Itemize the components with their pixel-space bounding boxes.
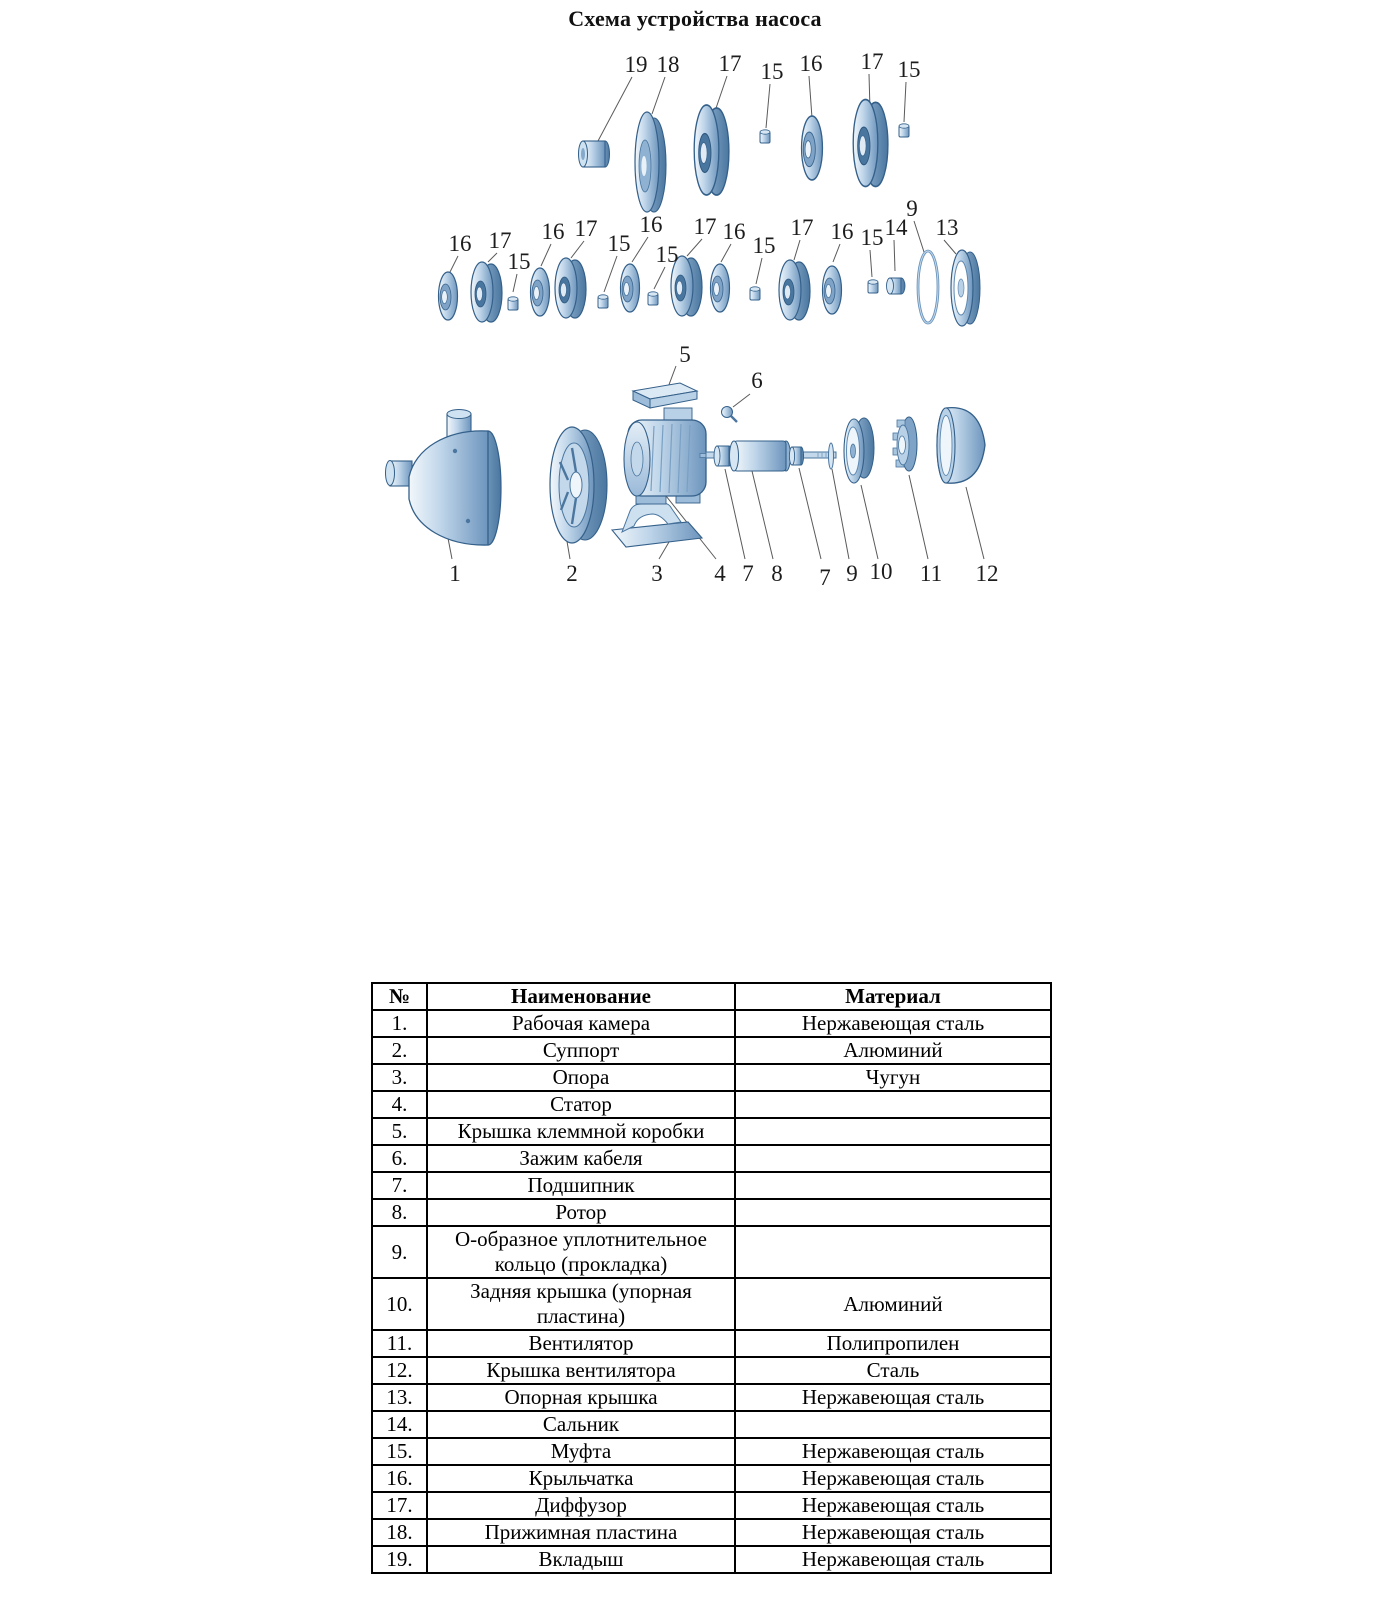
part-2-support — [550, 427, 607, 543]
cell-num: 5. — [372, 1118, 427, 1145]
cell-num: 18. — [372, 1519, 427, 1546]
part-label: 18 — [656, 52, 680, 77]
cell-num: 7. — [372, 1172, 427, 1199]
part-10-rear-cover — [844, 418, 874, 483]
part-17-diffuser — [779, 260, 810, 320]
cell-material — [735, 1199, 1051, 1226]
cell-num: 16. — [372, 1465, 427, 1492]
cell-name: Опора — [427, 1064, 735, 1091]
cell-num: 11. — [372, 1330, 427, 1357]
parts-table — [371, 982, 1052, 1574]
part-9-washer — [829, 443, 834, 469]
table-row — [372, 1172, 1051, 1199]
part-15-coupling — [508, 297, 518, 310]
part-label: 16 — [639, 212, 663, 237]
part-17-diffuser — [471, 262, 502, 322]
part-17-diffuser — [853, 100, 888, 187]
cell-material: Нержавеющая сталь — [735, 1519, 1051, 1546]
part-label: 17 — [860, 49, 884, 74]
part-label: 17 — [693, 214, 717, 239]
part-9-o-ring — [918, 251, 938, 323]
part-15-coupling — [750, 287, 760, 300]
part-label: 15 — [897, 57, 921, 82]
cell-num: 19. — [372, 1546, 427, 1573]
part-label: 15 — [860, 225, 884, 250]
cell-material: Нержавеющая сталь — [735, 1465, 1051, 1492]
part-label: 15 — [655, 242, 679, 267]
table-row — [372, 1010, 1051, 1037]
part-label: 6 — [751, 368, 763, 393]
part-label: 16 — [830, 219, 854, 244]
table-row — [372, 1226, 1051, 1278]
cell-material: Нержавеющая сталь — [735, 1384, 1051, 1411]
part-label: 17 — [488, 228, 512, 253]
part-5-terminal-box-cover — [633, 383, 697, 408]
part-3-base — [612, 503, 702, 547]
cell-name: Суппорт — [427, 1037, 735, 1064]
cell-material: Нержавеющая сталь — [735, 1010, 1051, 1037]
cell-name: О-образное уплотнительное кольцо (прокладка) — [427, 1226, 735, 1278]
table-row — [372, 1411, 1051, 1438]
part-label: 16 — [722, 219, 746, 244]
part-label: 15 — [607, 231, 631, 256]
table-row — [372, 1118, 1051, 1145]
table-row — [372, 1037, 1051, 1064]
cell-name: Крышка вентилятора — [427, 1357, 735, 1384]
part-16-impeller — [439, 272, 458, 320]
part-label: 2 — [566, 561, 578, 586]
part-4-stator-motor — [624, 408, 706, 504]
cell-num: 3. — [372, 1064, 427, 1091]
cell-num: 13. — [372, 1384, 427, 1411]
part-label: 14 — [884, 215, 908, 240]
part-label: 1 — [449, 561, 461, 586]
diagram-row1-parts — [579, 100, 910, 213]
cell-material: Полипропилен — [735, 1330, 1051, 1357]
cell-name: Муфта — [427, 1438, 735, 1465]
cell-name: Прижимная пластина — [427, 1519, 735, 1546]
table-row — [372, 1519, 1051, 1546]
table-row — [372, 1357, 1051, 1384]
part-16-impeller — [823, 266, 842, 314]
table-row — [372, 1465, 1051, 1492]
cell-material: Нержавеющая сталь — [735, 1438, 1051, 1465]
part-label: 15 — [760, 59, 784, 84]
part-label: 11 — [919, 561, 943, 586]
part-15-coupling — [648, 292, 658, 305]
cell-num: 2. — [372, 1037, 427, 1064]
part-label: 17 — [718, 51, 742, 76]
part-label: 13 — [935, 215, 959, 240]
col-header-material: Материал — [735, 983, 1051, 1010]
table-header-row — [372, 983, 1051, 1010]
cell-num: 8. — [372, 1199, 427, 1226]
cell-name: Рабочая камера — [427, 1010, 735, 1037]
part-1-pump-chamber — [386, 410, 502, 546]
part-label: 16 — [799, 51, 823, 76]
col-header-name: Наименование — [427, 983, 735, 1010]
part-label: 10 — [869, 559, 893, 584]
part-label: 15 — [752, 233, 776, 258]
rotor-shaft-assembly — [700, 441, 836, 471]
part-16-impeller — [531, 268, 550, 316]
part-15-coupling — [598, 295, 608, 308]
part-7-bearing-rear — [789, 447, 803, 465]
cell-name: Зажим кабеля — [427, 1145, 735, 1172]
part-label: 7 — [819, 565, 831, 590]
cell-num: 15. — [372, 1438, 427, 1465]
cell-name: Опорная крышка — [427, 1384, 735, 1411]
cell-num: 9. — [372, 1226, 427, 1278]
cell-num: 4. — [372, 1091, 427, 1118]
part-label: 5 — [679, 342, 691, 367]
part-label: 4 — [714, 561, 726, 586]
table-row — [372, 1330, 1051, 1357]
cell-name: Задняя крышка (упорная пластина) — [427, 1278, 735, 1330]
cell-name: Сальник — [427, 1411, 735, 1438]
table-row — [372, 1199, 1051, 1226]
page-title: Схема устройства насоса — [568, 6, 822, 31]
table-row — [372, 1438, 1051, 1465]
part-label: 3 — [651, 561, 663, 586]
part-6-cable-clamp-screw — [722, 407, 738, 423]
part-label: 9 — [906, 196, 918, 221]
cell-material: Нержавеющая сталь — [735, 1492, 1051, 1519]
cell-num: 6. — [372, 1145, 427, 1172]
cell-num: 10. — [372, 1278, 427, 1330]
cell-name: Крыльчатка — [427, 1465, 735, 1492]
part-label: 17 — [790, 215, 814, 240]
part-12-fan-cover — [937, 408, 985, 484]
cell-material — [735, 1411, 1051, 1438]
cell-material: Алюминий — [735, 1278, 1051, 1330]
part-14-gland — [887, 278, 906, 294]
part-13-support-cover — [951, 250, 980, 326]
table-row — [372, 1546, 1051, 1573]
cell-name: Статор — [427, 1091, 735, 1118]
part-label: 8 — [771, 561, 783, 586]
table-row — [372, 1145, 1051, 1172]
cell-material: Сталь — [735, 1357, 1051, 1384]
part-17-diffuser — [555, 258, 586, 318]
cell-material: Чугун — [735, 1064, 1051, 1091]
cell-name: Ротор — [427, 1199, 735, 1226]
part-16-impeller — [621, 264, 640, 312]
part-label: 16 — [541, 219, 565, 244]
part-label: 9 — [846, 561, 858, 586]
part-15-coupling — [868, 280, 878, 293]
part-label: 17 — [574, 216, 598, 241]
cell-name: Вентилятор — [427, 1330, 735, 1357]
cell-name: Крышка клеммной коробки — [427, 1118, 735, 1145]
cell-num: 17. — [372, 1492, 427, 1519]
cell-material — [735, 1172, 1051, 1199]
table-row — [372, 1492, 1051, 1519]
part-11-fan — [893, 417, 917, 471]
col-header-num: № — [372, 983, 427, 1010]
cell-num: 14. — [372, 1411, 427, 1438]
part-19-insert — [579, 141, 610, 167]
part-8-rotor — [730, 441, 791, 471]
part-label: 15 — [507, 249, 531, 274]
table-row — [372, 1091, 1051, 1118]
cell-material — [735, 1118, 1051, 1145]
table-row — [372, 1384, 1051, 1411]
part-16-impeller — [711, 264, 730, 312]
part-label: 7 — [742, 561, 754, 586]
cell-name: Вкладыш — [427, 1546, 735, 1573]
table-row — [372, 1064, 1051, 1091]
pump-exploded-diagram — [0, 0, 1400, 660]
part-17-diffuser — [694, 105, 729, 195]
diagram-assembly-parts — [386, 383, 986, 547]
cell-num: 1. — [372, 1010, 427, 1037]
part-label: 16 — [448, 231, 472, 256]
parts-table-body — [372, 1010, 1051, 1573]
cell-num: 12. — [372, 1357, 427, 1384]
part-16-impeller — [802, 116, 823, 180]
cell-material — [735, 1091, 1051, 1118]
cell-material: Алюминий — [735, 1037, 1051, 1064]
cell-material — [735, 1226, 1051, 1278]
cell-name: Подшипник — [427, 1172, 735, 1199]
cell-material — [735, 1145, 1051, 1172]
part-15-coupling — [760, 130, 770, 143]
part-label: 12 — [975, 561, 999, 586]
part-label: 19 — [624, 52, 648, 77]
part-18-pressure-plate — [635, 112, 666, 212]
part-15-coupling — [899, 124, 909, 137]
table-row — [372, 1278, 1051, 1330]
cell-name: Диффузор — [427, 1492, 735, 1519]
cell-material: Нержавеющая сталь — [735, 1546, 1051, 1573]
